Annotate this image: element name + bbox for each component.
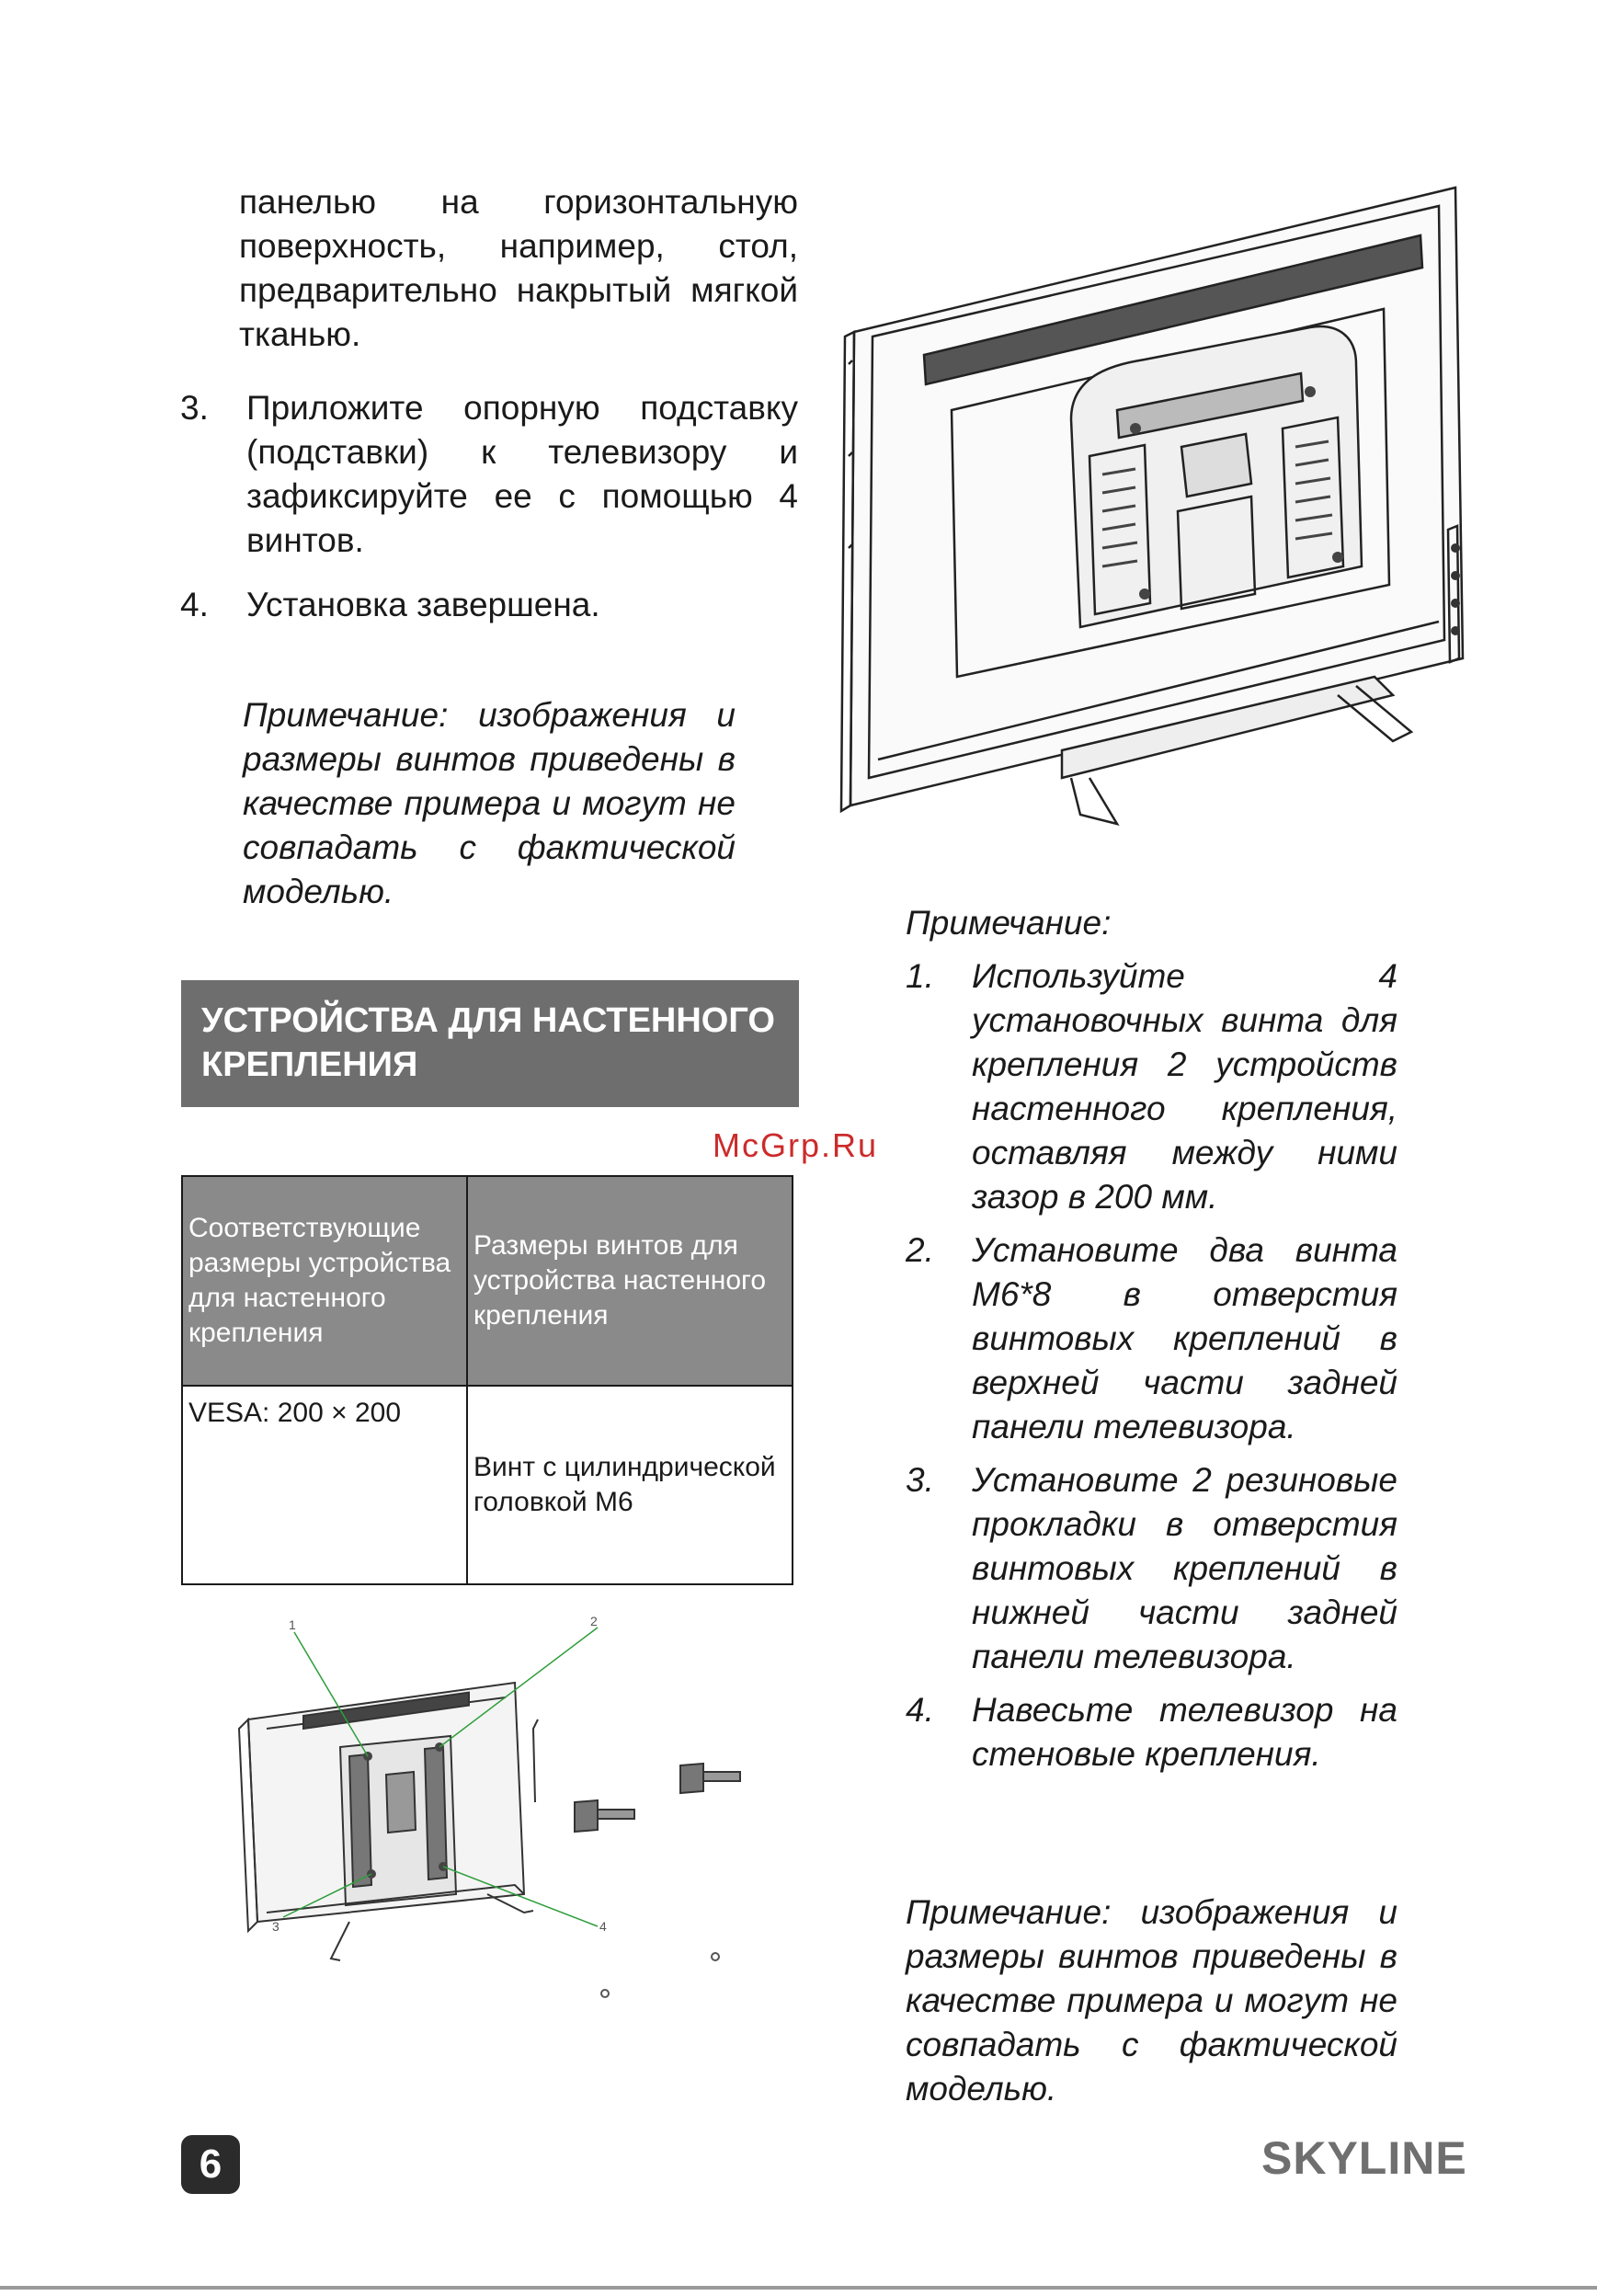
table-header-cell: Соответствующие размеры устройства для настенного крепления [182, 1176, 467, 1386]
table-cell: Винт с цилиндрической головкой М6 [467, 1386, 793, 1584]
brand-logo: SKYLINE [1261, 2132, 1467, 2184]
list-item [906, 1228, 1397, 1449]
right-notes-list [906, 954, 1397, 1776]
section-title: УСТРОЙСТВА ДЛЯ НАСТЕННОГО КРЕПЛЕНИЯ [201, 1001, 775, 1084]
right-note-title [906, 901, 1402, 945]
list-item [180, 386, 798, 563]
table-header-row [182, 1176, 793, 1386]
note-text: Установите два винта М6*8 в отверстия винтовых креплений в верхней части задней панели телевизора. [972, 1231, 1397, 1445]
note-text: Примечание: изображения и размеры винтов приведены в качестве примера и могут не совпадать с фактической моделью. [243, 696, 736, 910]
list-item [906, 954, 1397, 1219]
list-item [180, 583, 798, 627]
step-text: Приложите опорную подставку (подставки) к телевизору и зафиксируйте ее с помощью 4 винтов. [246, 389, 798, 559]
table-row [182, 1386, 793, 1584]
intro-text: панелью на горизонтальную поверхность, например, стол, предварительно накрытый мягкой тканью. [239, 183, 798, 353]
note-text: Примечание: изображения и размеры винтов приведены в качестве примера и могут не совпадать с фактической моделью. [906, 1893, 1397, 2108]
spec-table [181, 1175, 793, 1585]
note-number: 2. [906, 1231, 934, 1269]
diagram-label: 2 [590, 1614, 598, 1628]
table-header-cell: Размеры винтов для устройства настенного крепления [467, 1176, 793, 1386]
diagram-label: 3 [272, 1919, 279, 1934]
diagram-label: 1 [289, 1617, 296, 1632]
section-heading [181, 980, 799, 1107]
step-text: Установка завершена. [246, 586, 600, 623]
diagram-label: 4 [599, 1919, 607, 1934]
note-text: Навесьте телевизор на стеновые крепления. [972, 1691, 1397, 1773]
steps-list [180, 386, 798, 627]
tv-back-illustration [841, 180, 1466, 842]
wall-mount-diagram [211, 1614, 800, 2005]
intro-paragraph [239, 180, 798, 357]
footer-divider [0, 2286, 1597, 2290]
note-number: 4. [906, 1691, 934, 1729]
list-item [906, 1458, 1397, 1679]
note-paragraph [243, 693, 736, 914]
page-number: 6 [181, 2135, 240, 2194]
step-number: 3. [180, 389, 209, 427]
note-text: Установите 2 резиновые прокладки в отверстия винтовых креплений в нижней части задней панели телевизора. [972, 1461, 1397, 1675]
note-title: Примечание: [906, 904, 1112, 942]
note-number: 3. [906, 1461, 934, 1499]
list-item [906, 1688, 1397, 1776]
table-cell: VESA: 200 × 200 [182, 1386, 467, 1584]
right-note2-paragraph [906, 1890, 1397, 2111]
watermark: McGrp.Ru [713, 1126, 879, 1164]
step-number: 4. [180, 586, 209, 623]
note-number: 1. [906, 957, 934, 995]
note-text: Используйте 4 установочных винта для крепления 2 устройств настенного крепления, оставляя между ними зазор в 200 мм. [972, 957, 1397, 1216]
